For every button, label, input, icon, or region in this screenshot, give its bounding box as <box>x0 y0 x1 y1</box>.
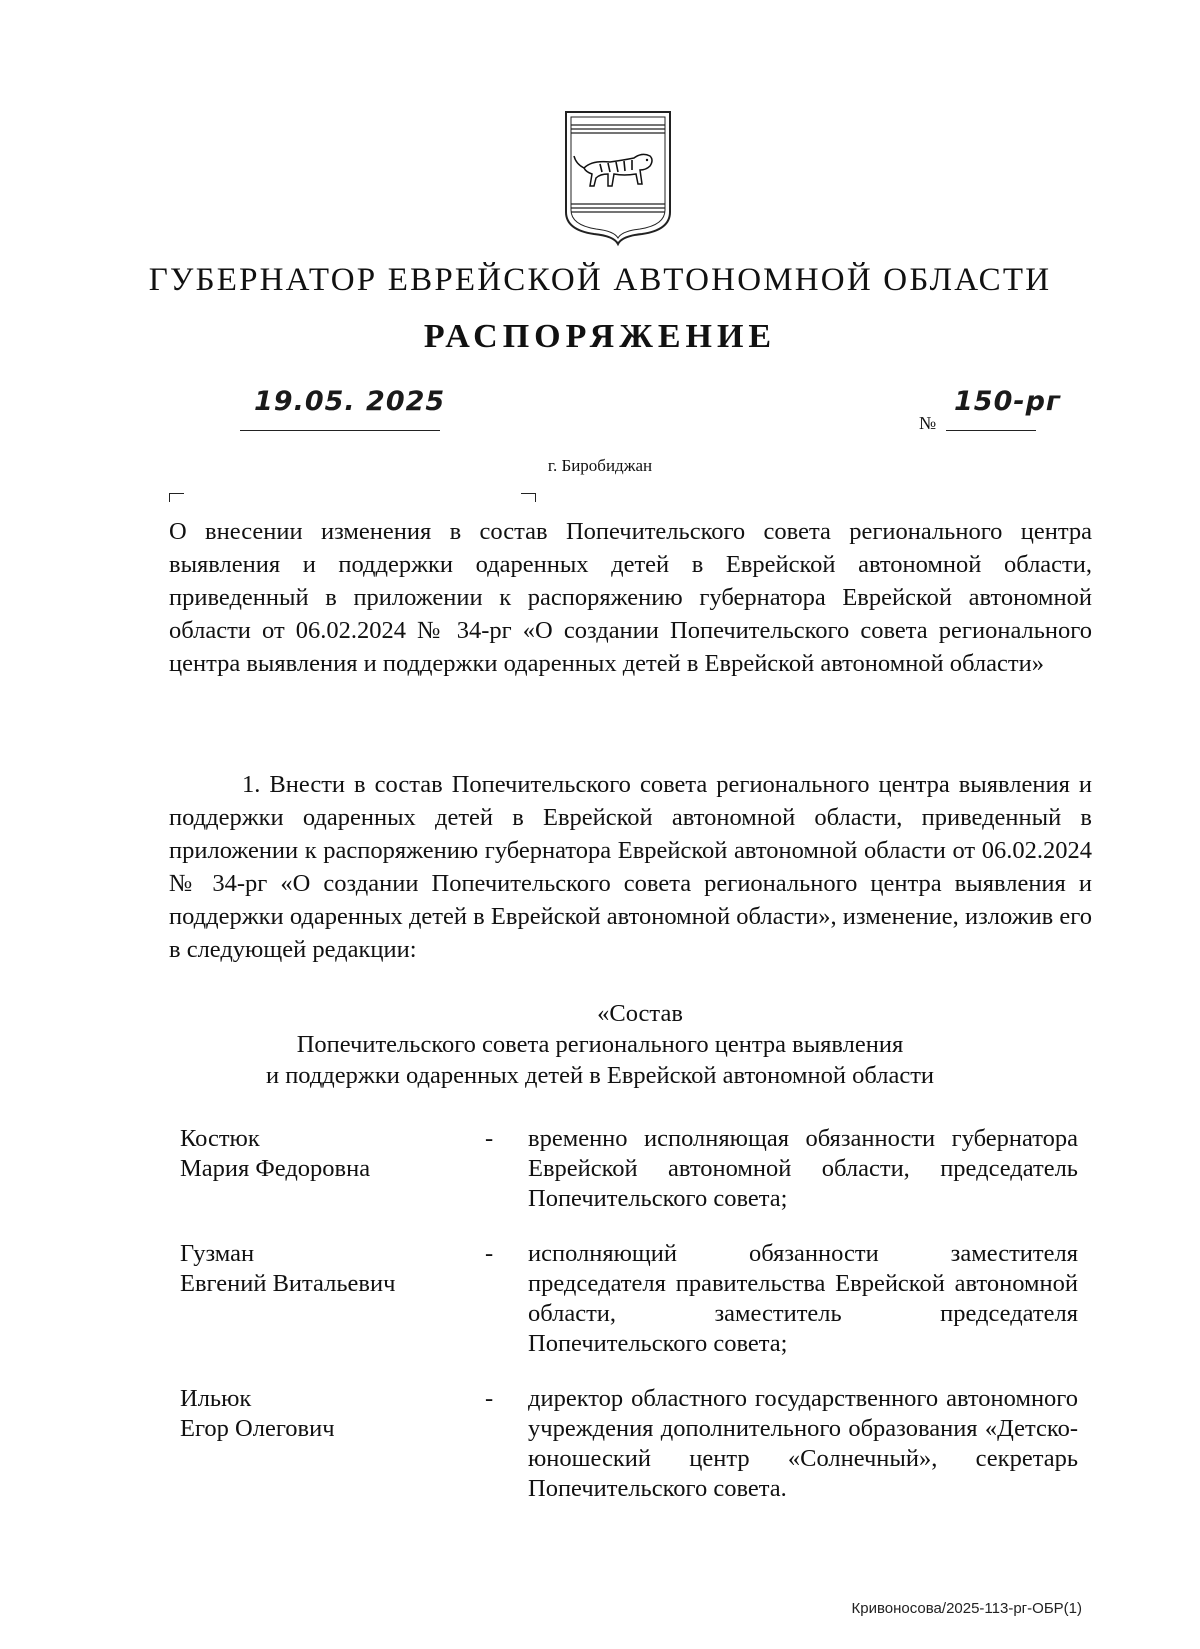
member-name <box>180 1384 480 1444</box>
document-subject: О внесении изменения в состав Попечительского совета регионального центра выявления и поддержки одаренных детей в Еврейской автономной области, приведенный в приложении к распоряжению губернатора Еврейской автономной области от 06.02.2024 № 34-рг «О создании Попечительского совета регионального центра выявления и поддержки одаренных детей в Еврейской автономной области» <box>169 518 1092 677</box>
member-given-names: Егор Олегович <box>180 1415 335 1442</box>
composition-title-line-3: и поддержки одаренных детей в Еврейской автономной области <box>265 1062 935 1089</box>
member-given-names: Евгений Витальевич <box>180 1270 396 1297</box>
tiger-emblem-icon <box>562 108 674 248</box>
member-given-names: Мария Федоровна <box>180 1155 371 1182</box>
member-position: временно исполняющая обязанности губернатора Еврейской автономной области, председатель Попечительского совета; <box>528 1125 1078 1212</box>
handwritten-number: 150-рг <box>954 386 1061 417</box>
subject-corner-mark-right <box>521 493 536 502</box>
member-row <box>0 1239 1200 1389</box>
member-position: директор областного государственного автономного учреждения дополнительного образования «Детско-юношеский центр «Солнечный», секретарь Попечительского совета. <box>528 1385 1078 1502</box>
member-dash: - <box>485 1125 494 1152</box>
paragraph-1: 1. Внести в состав Попечительского совета регионального центра выявления и поддержки одаренных детей в Еврейской автономной области, приведенный в приложении к распоряжению губернатора Еврейской автономной области от 06.02.2024 № 34-рг «О создании Попечительского совета регионального центра выявления и поддержки одаренных детей в Еврейской автономной области», изменение, изложив его в следующей редакции: <box>169 771 1092 963</box>
member-name <box>180 1124 480 1184</box>
document-type-title: РАСПОРЯЖЕНИЕ <box>423 318 777 355</box>
composition-title-line-2: Попечительского совета регионального центра выявления <box>296 1031 904 1058</box>
city-of-issue: г. Биробиджан <box>547 456 653 475</box>
member-dash: - <box>485 1385 494 1412</box>
document-date <box>240 386 455 434</box>
number-label: № <box>919 413 937 433</box>
number-underline <box>946 430 1036 431</box>
subject-corner-mark-left <box>169 493 184 502</box>
member-dash: - <box>485 1240 494 1267</box>
member-row <box>0 1384 1200 1554</box>
document-number <box>946 386 1076 434</box>
composition-title-line-1: «Состав <box>597 1000 683 1027</box>
member-name <box>180 1239 480 1299</box>
document-reference-footer: Кривоносова/2025-113-рг-ОБР(1) <box>851 1600 1082 1617</box>
date-underline <box>240 430 440 431</box>
coat-of-arms-emblem <box>562 108 674 248</box>
member-surname: Костюк <box>180 1125 260 1152</box>
handwritten-date: 19.05. 2025 <box>254 386 446 417</box>
member-position: исполняющий обязанности заместителя председателя правительства Еврейской автономной области, заместитель председателя Попечительского совета; <box>528 1240 1078 1357</box>
member-surname: Ильюк <box>180 1385 252 1412</box>
member-surname: Гузман <box>180 1240 255 1267</box>
issuing-authority-title: ГУБЕРНАТОР ЕВРЕЙСКОЙ АВТОНОМНОЙ ОБЛАСТИ <box>148 262 1052 298</box>
